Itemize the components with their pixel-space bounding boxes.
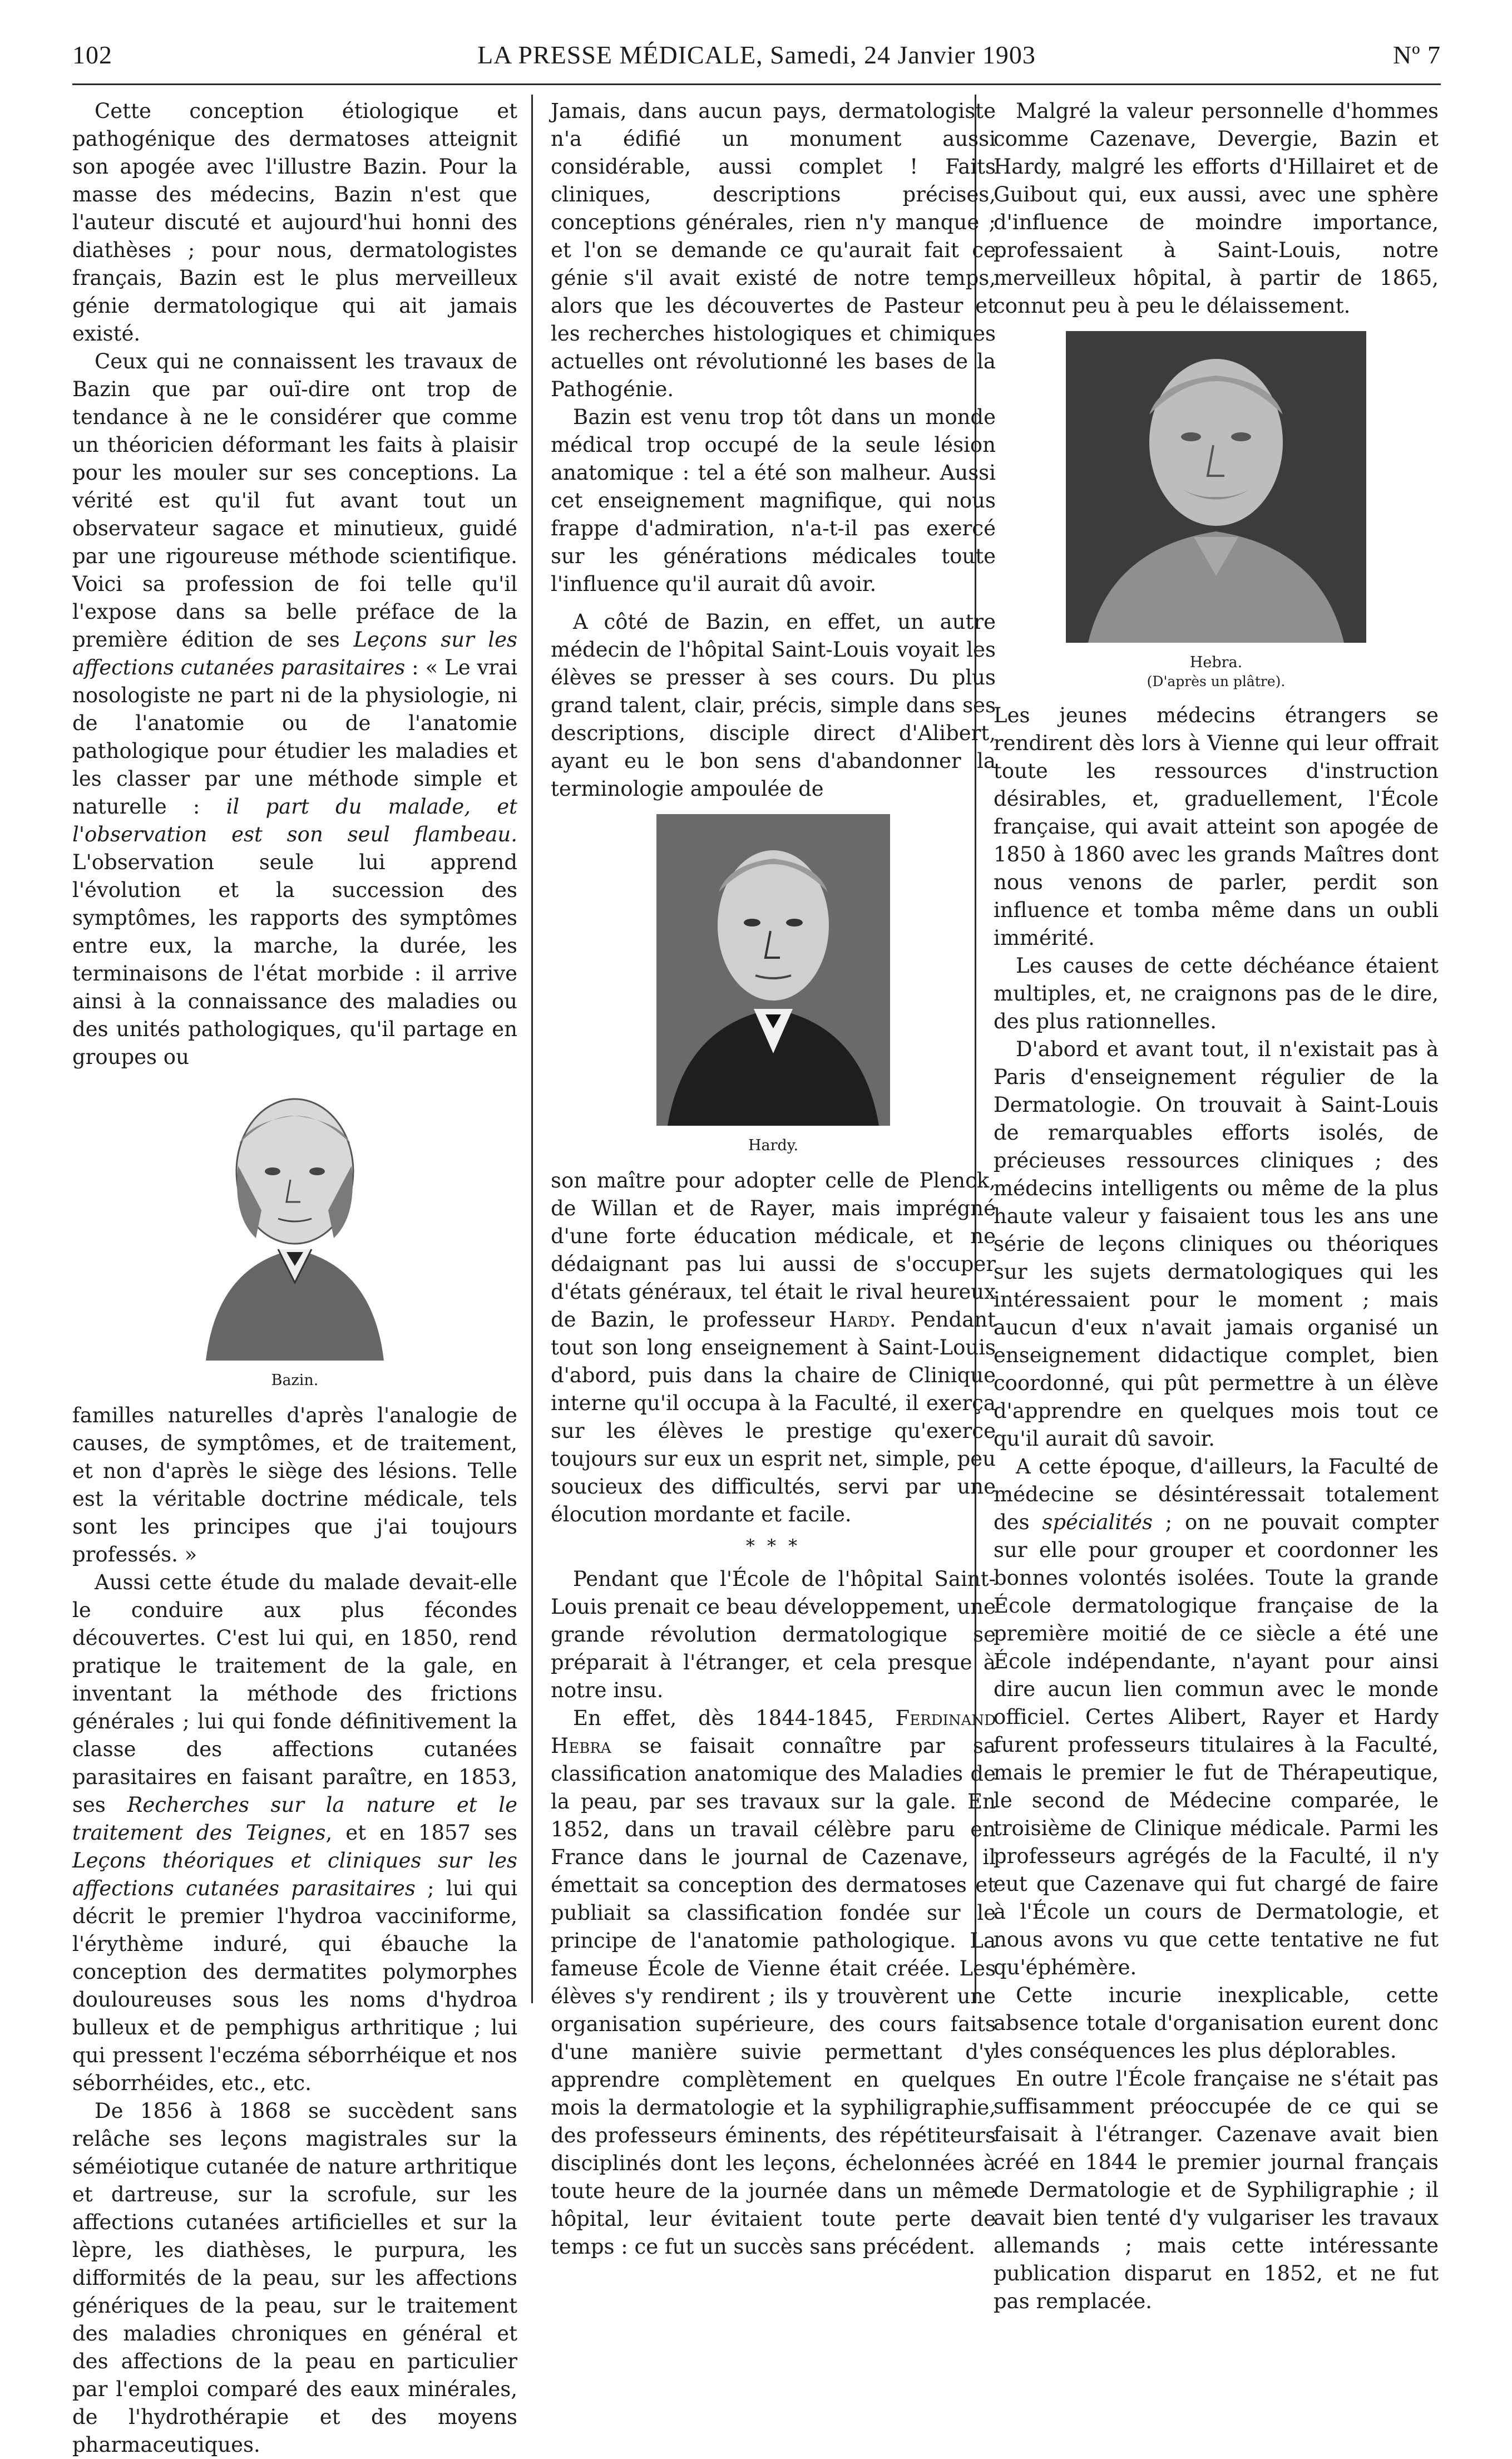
portrait-bazin-image [172,1082,417,1361]
paragraph: Cette incurie inexplicable, cette absence totale d'organisation eurent donc les conséquences les plus déplorables. [994,1983,1439,2063]
paragraph: Aussi cette étude du malade devait-elle le conduire aux plus fécondes découvertes. C'est lui qui, en 1850, rend pratique le traitement de la gale, en inventant la méthode des frictions générales ; lui qui fonde définitivement la classe des affections cutanées parasitaires en faisant paraître, en 1853, ses Recherches sur la nature et le traitement des Teignes, et en 1857 ses Leçons théoriques et cliniques sur les affections cutanées parasitaires ; lui qui décrit le premier l'hydroa vacciniforme, l'érythème induré, qui ébauche la conception des dermatites polymorphes douloureuses sous les noms d'hydroa bulleux et de pemphigus arthritique ; lui qui pressent l'eczéma séborrhéique et nos séborrhéides, etc., etc. [72,1570,517,2095]
emphasis: spécialités [1042,1510,1153,1534]
issue-number: Nº 7 [1393,41,1441,69]
column-2 [551,97,996,2261]
paragraph: Pendant que l'École de l'hôpital Saint-Louis prenait ce beau développement, une grande révolution dermatologique se préparait à l'étranger, et cela presque à notre insu. [551,1567,996,1702]
paragraph: En effet, dès 1844-1845, Ferdinand Hebra se faisait connaître par sa classification anatomique des Maladies de la peau, par ses travaux sur la gale. En 1852, dans un travail célèbre paru en France dans le journal de Cazenave, il émettait sa conception des dermatoses et publiait sa classification fondée sur le principe de l'anatomie pathologique. La fameuse École de Vienne était créée. Les élèves s'y rendirent ; ils y trouvèrent une organisation supérieure, des cours faits d'une manière suivie permettant d'y apprendre complètement en quelques mois la dermatologie et la syphiligraphie, des professeurs éminents, des répétiteurs disciplinés dont les leçons, échelonnées à toute heure de la journée dans un même hôpital, leur évitaient toute perte de temps : ce fut un succès sans précédent. [551,1706,996,2259]
photo-portrait-icon [656,814,890,1126]
paragraph: Les causes de cette déchéance étaient multiples, et, ne craignons pas de le dire, des plus rationnelles. [994,954,1439,1033]
journal-title: LA PRESSE MÉDICALE, Samedi, 24 Janvier 1903 [477,41,1036,69]
engraving-portrait-icon [172,1082,417,1361]
book-title: Recherches sur la nature et le traitement des Teignes [72,1793,517,1845]
portrait-hardy-image [656,814,890,1126]
column-3 [994,97,1439,2315]
book-title: Leçons théoriques et cliniques sur les affections cutanées parasitaires [72,1849,517,1900]
paragraph: Les jeunes médecins étrangers se rendirent dès lors à Vienne qui leur offrait toute les ressources d'instruction désirables, et, graduellement, l'École française, qui avait atteint son apogée de 1850 à 1860 avec les grands Maîtres dont nous venons de parler, perdit son influence et tomba même dans un oubli immérité. [994,703,1439,950]
column-rule-1 [531,95,533,2003]
paragraph: Cette conception étiologique et pathogénique des dermatoses atteignit son apogée avec l'illustre Bazin. Pour la masse des médecins, Bazin n'est que l'auteur discuté et aujourd'hui honni des diathèses ; pour nous, dermatologistes français, Bazin est le plus merveilleux génie dermatologique qui ait jamais existé. [72,99,517,346]
paragraph: A côté de Bazin, en effet, un autre médecin de l'hôpital Saint-Louis voyait les élèves se presser à ses cours. Du plus grand talent, clair, précis, simple dans ses descriptions, disciple direct d'Alibert, ayant eu le bon sens d'abandonner la terminologie ampoulée de [551,610,996,801]
column-1 [72,97,517,2459]
paragraph: familles naturelles d'après l'analogie de causes, de symptômes, et de traitement, et non d'après le siège des lésions. Telle est la véritable doctrine médicale, tels sont les principes que j'ai toujours professés. » [72,1403,517,1566]
page-number: 102 [72,41,112,69]
paragraph: Malgré la valeur personnelle d'hommes comme Cazenave, Devergie, Bazin et Hardy, malgré les efforts d'Hillairet et de Guibout qui, eux aussi, avec une sphère d'influence de moindre importance, professaient à Saint-Louis, notre merveilleux hôpital, à partir de 1865, connut peu à peu le délaissement. [994,99,1439,318]
page-header [72,40,1441,79]
paragraph: Ceux qui ne connaissent les travaux de Bazin que par ouï-dire ont trop de tendance à ne le considérer que comme un théoricien déformant les faits à plaisir pour les mouler sur ses conceptions. La vérité est qu'il fut avant tout un observateur sagace et minutieux, guidé par une rigoureuse méthode scientifique. Voici sa profession de foi telle qu'il l'expose dans sa belle préface de la première édition de ses Leçons sur les affections cutanées parasitaires : « Le vrai nosologiste ne part ni de la physiologie, ni de l'anatomie ou de l'anatomie pathologique pour étudier les maladies et les classer par une méthode simple et naturelle : il part du malade, et l'observation est son seul flambeau. L'observation seule lui apprend l'évolution et la succession des symptômes, les rapports des symptômes entre eux, la marche, la durée, les terminaisons de l'état morbide : il arrive ainsi à la connaissance des maladies ou des unités pathologiques, qu'il partage en groupes ou [72,349,518,1069]
header-rule [72,83,1441,85]
portrait-hebra-image [1066,331,1366,643]
figure-hardy [551,814,996,1156]
figure-caption: Hebra. [1189,654,1243,671]
figure-caption: Bazin. [271,1372,319,1389]
person-name: Ferdinand Hebra [551,1706,996,1758]
paragraph: Jamais, dans aucun pays, dermatologiste n'a édifié un monument aussi considérable, aussi complet ! Faits cliniques, descriptions précises, conceptions générales, rien n'y manque ; et l'on se demande ce qu'aurait fait ce génie s'il avait existé de notre temps, alors que les découvertes de Pasteur et les recherches histologiques et chimiques actuelles ont révolutionné les bases de la Pathogénie. [551,99,996,401]
paragraph: De 1856 à 1868 se succèdent sans relâche ses leçons magistrales sur la séméiotique cutanée de nature arthritique et dartreuse, sur la scrofule, sur les affections cutanées artificielles et sur la lèpre, les diathèses, le purpura, les difformités de la peau, sur les affections génériques de la peau, sur le traitement des maladies chroniques en général et des affections de la peau en particulier par l'emploi comparé des eaux minérales, de l'hydrothérapie et des moyens pharmaceutiques. [72,2099,517,2457]
figure-subcaption: (D'après un plâtre). [1147,673,1286,689]
paragraph: Bazin est venu trop tôt dans un monde médical trop occupé de la seule lésion anatomique : tel a été son malheur. Aussi cet enseignement magnifique, qui nous frappe d'admiration, n'a-t-il pas exercé sur les générations médicales toute l'influence qu'il aurait dû avoir. [551,405,996,596]
book-title: Leçons sur les affections cutanées parasitaires [72,628,518,679]
paragraph: A cette époque, d'ailleurs, la Faculté de médecine se désintéressait totalement des spécialités ; on ne pouvait compter sur elle pour grouper et coordonner les bonnes volontés isolées. Toute la grande École dermatologique française de la première moitié de ce siècle a été une École indépendante, n'ayant pour ainsi dire aucun lien commun avec le monde officiel. Certes Alibert, Rayer et Hardy furent professeurs titulaires à la Faculté, mais le premier le fut de Thérapeutique, le second de Médecine comparée, le troisième de Clinique médicale. Parmi les professeurs agrégés de la Faculté, il n'y eut que Cazenave qui fut chargé de faire à l'École un cours de Dermatologie, et nous avons vu que cette tentative ne fut qu'éphémère. [994,1455,1439,1979]
paragraph: son maître pour adopter celle de Plenck, de Willan et de Rayer, mais imprégné d'une forte éducation médicale, et ne dédaignant pas lui aussi de s'occuper d'états généraux, tel était le rival heureux de Bazin, le professeur Hardy. Pendant tout son long enseignement à Saint-Louis d'abord, puis dans la chaire de Clinique interne qu'il occupa à la Faculté, il exerça sur les élèves le prestige qu'exerce toujours sur eux un esprit net, simple, peu soucieux des difficultés, servi par une élocution mordante et facile. [551,1169,996,1526]
section-separator: * * * [745,1535,801,1556]
paragraph: En outre l'École française ne s'était pas suffisamment préoccupée de ce qui se faisait à l'étranger. Cazenave avait bien créé en 1844 le premier journal français de Dermatologie et de Syphiligraphie ; il avait bien tenté d'y vulgariser les travaux allemands ; mais cette intéressante publication disparut en 1852, et ne fut pas remplacée. [994,2067,1439,2313]
figure-caption: Hardy. [748,1137,799,1154]
quote: il part du malade, et l'observation est son seul flambeau. [72,795,517,846]
figure-bazin [72,1082,517,1391]
paragraph: D'abord et avant tout, il n'existait pas à Paris d'enseignement régulier de la Dermatologie. On trouvait à Saint-Louis de remarquables efforts isolés, de précieuses ressources cliniques ; des médecins intelligents ou même de la plus haute valeur y faisaient tous les ans une série de leçons cliniques ou théoriques sur les sujets dermatologiques qui les intéressaient pour le moment ; mais aucun d'eux n'avait jamais organisé un enseignement didactique complet, bien coordonné, qui pût permettre à un élève d'apprendre en quelques mois tout ce qu'il aurait dû savoir. [994,1037,1439,1451]
person-name: Hardy [829,1308,890,1332]
figure-hebra [994,331,1439,691]
plaster-bust-icon [1066,331,1366,643]
